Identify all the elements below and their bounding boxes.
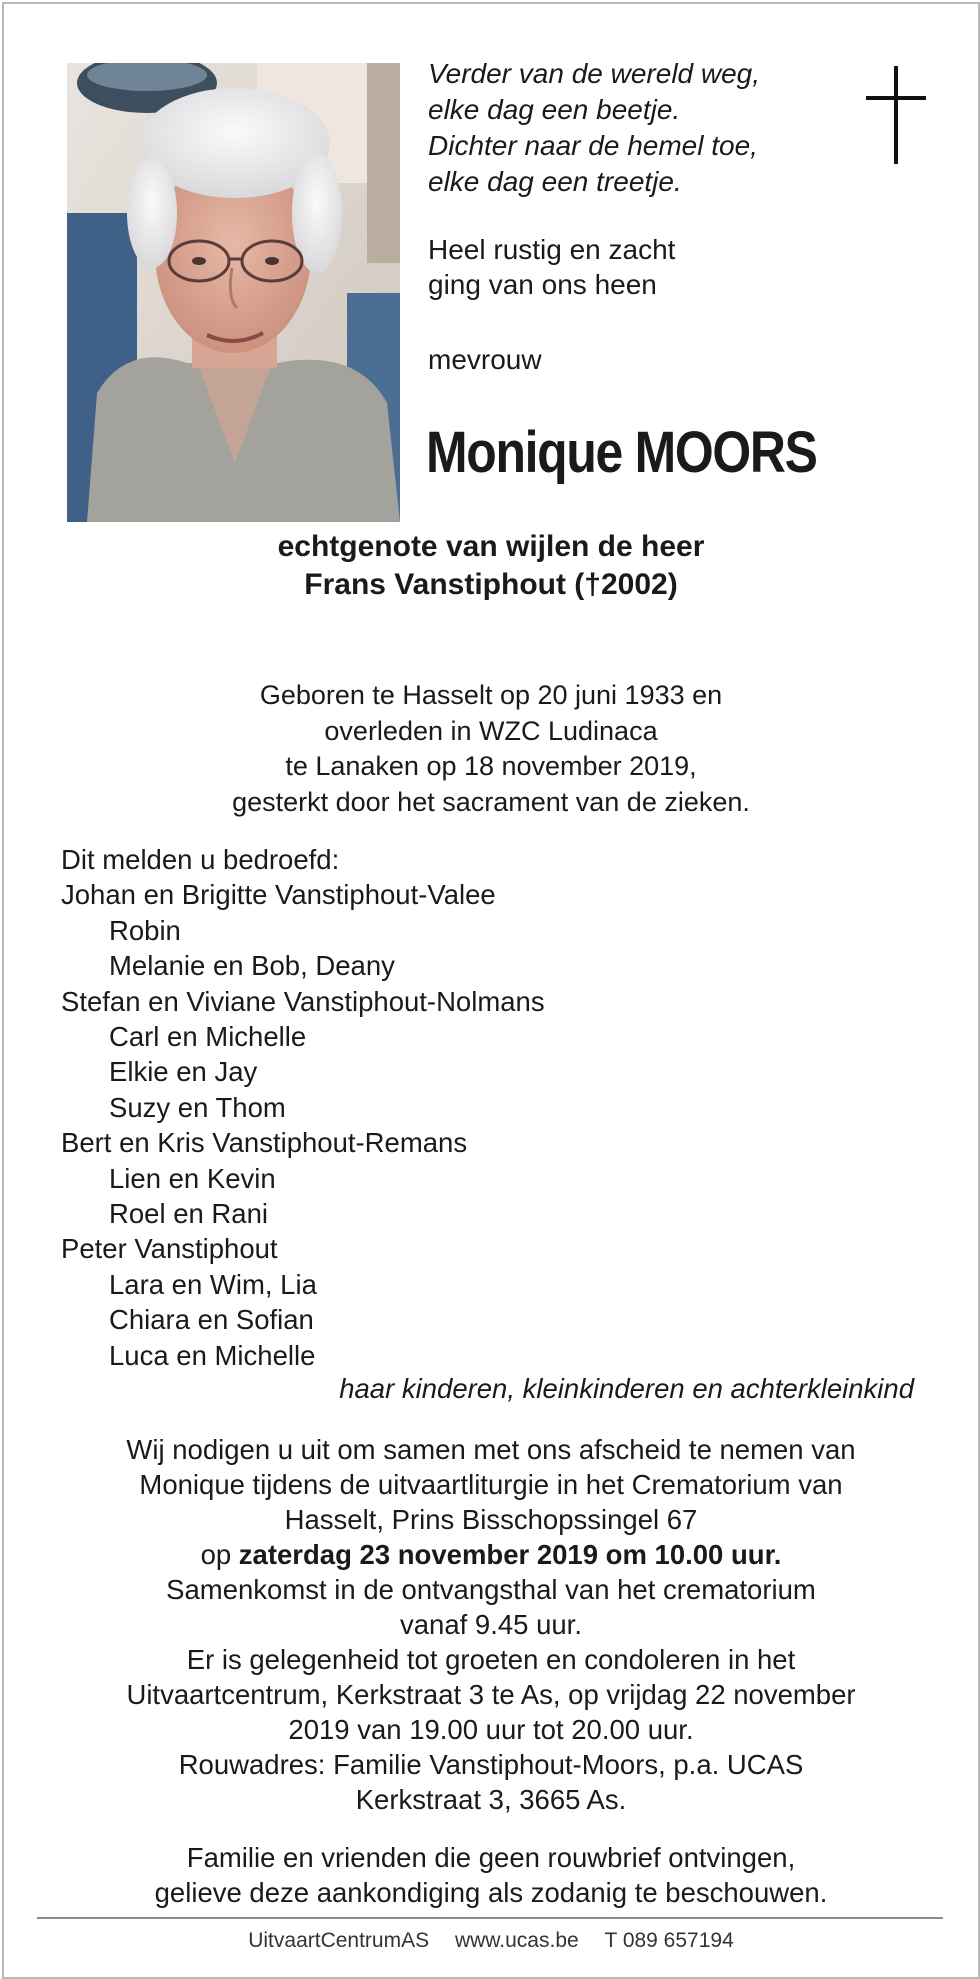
family-member: Carl en Michelle bbox=[109, 1021, 307, 1053]
latin-cross-icon bbox=[866, 66, 926, 164]
birth-death-line: te Lanaken op 18 november 2019, bbox=[285, 751, 697, 781]
invite-line: 2019 van 19.00 uur tot 20.00 uur. bbox=[288, 1714, 694, 1745]
spouse-line: Frans Vanstiphout (†2002) bbox=[304, 568, 678, 601]
funeral-date bbox=[4, 1537, 978, 1572]
intro-line: Heel rustig en zacht bbox=[428, 234, 676, 265]
family-member: Lien en Kevin bbox=[109, 1162, 276, 1194]
poem-line: Verder van de wereld weg, bbox=[428, 58, 761, 89]
poem-line: Dichter naar de hemel toe, bbox=[428, 130, 758, 161]
family-member: Luca en Michelle bbox=[109, 1339, 316, 1371]
death-notice bbox=[2, 2, 980, 1979]
portrait-photo bbox=[67, 63, 400, 522]
invite-line: Kerkstraat 3, 3665 As. bbox=[355, 1784, 627, 1815]
spouse-line: echtgenote van wijlen de heer bbox=[277, 530, 705, 563]
invite-line: Uitvaartcentrum, Kerkstraat 3 te As, op vrijdag 22 november bbox=[126, 1679, 856, 1710]
family-member: Stefan en Viviane Vanstiphout-Nolmans bbox=[61, 985, 545, 1017]
spouse-info bbox=[4, 528, 978, 604]
invite-line: Wij nodigen u uit om samen met ons afscheid te nemen van bbox=[126, 1434, 856, 1465]
notice bbox=[4, 1840, 978, 1910]
footer-company: UitvaartCentrumAS bbox=[248, 1929, 430, 1952]
birth-death-line: overleden in WZC Ludinaca bbox=[324, 715, 658, 746]
intro-line: ging van ons heen bbox=[428, 269, 657, 300]
notice-line: gelieve deze aankondiging als zodanig te beschouwen. bbox=[154, 1877, 828, 1908]
invite-line: vanaf 9.45 uur. bbox=[400, 1609, 582, 1640]
invite-line: Samenkomst in de ontvangsthal van het crematorium bbox=[166, 1574, 816, 1605]
family-member: Bert en Kris Vanstiphout-Remans bbox=[61, 1127, 468, 1159]
date-prefix: op bbox=[200, 1539, 239, 1570]
footer bbox=[4, 1926, 978, 1956]
poem-line: elke dag een beetje. bbox=[428, 94, 681, 125]
family-member: Roel en Rani bbox=[109, 1198, 268, 1230]
funeral-invitation bbox=[4, 1432, 978, 1817]
invite-line: Hasselt, Prins Bisschopssingel 67 bbox=[284, 1504, 698, 1535]
family-member: Chiara en Sofian bbox=[109, 1304, 314, 1336]
family-member: Elkie en Jay bbox=[109, 1056, 258, 1088]
poem-line: elke dag een treetje. bbox=[428, 166, 682, 197]
birth-death-line: gesterkt door het sacrament van de zieken. bbox=[232, 786, 750, 817]
invite-line: Rouwadres: Familie Vanstiphout-Moors, p.a. UCAS bbox=[178, 1749, 804, 1780]
invite-line: Er is gelegenheid tot groeten en condoleren in het bbox=[186, 1644, 796, 1675]
family-relation: haar kinderen, kleinkinderen en achterkleinkind bbox=[339, 1373, 914, 1404]
family-member: Melanie en Bob, Deany bbox=[109, 950, 395, 982]
family-member: Peter Vanstiphout bbox=[61, 1233, 278, 1265]
notice-line: Familie en vrienden die geen rouwbrief ontvingen, bbox=[186, 1842, 796, 1873]
family-member: Robin bbox=[109, 914, 181, 946]
footer-phone: T 089 657194 bbox=[604, 1929, 734, 1952]
birth-death-line: Geboren te Hasselt op 20 juni 1933 en bbox=[259, 680, 723, 710]
footer-divider bbox=[37, 1917, 943, 1919]
date-bold: zaterdag 23 november 2019 om 10.00 uur. bbox=[238, 1539, 782, 1570]
family-list bbox=[61, 842, 545, 1373]
family-member: Suzy en Thom bbox=[109, 1091, 286, 1123]
family-heading: Dit melden u bedroefd: bbox=[61, 844, 340, 875]
family-member: Johan en Brigitte Vanstiphout-Valee bbox=[61, 879, 496, 911]
invite-line: Monique tijdens de uitvaartliturgie in het Crematorium van bbox=[139, 1469, 843, 1500]
intro-text bbox=[428, 232, 675, 302]
birth-death-info bbox=[4, 678, 978, 820]
deceased-name: Monique MOORS bbox=[426, 420, 817, 485]
honorific: mevrouw bbox=[428, 344, 542, 375]
poem bbox=[428, 56, 808, 200]
portrait-illustration bbox=[67, 63, 400, 522]
family-member: Lara en Wim, Lia bbox=[109, 1268, 317, 1300]
footer-website[interactable]: www.ucas.be bbox=[454, 1929, 579, 1952]
